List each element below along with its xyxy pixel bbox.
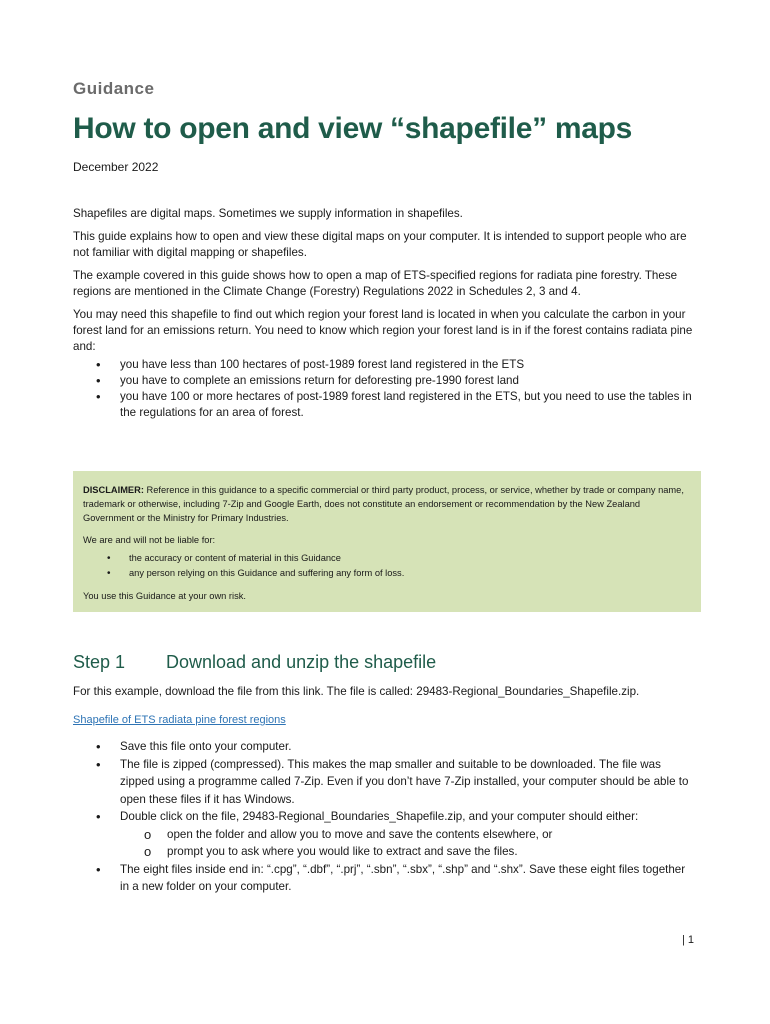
list-item — [120, 808, 697, 861]
intro-section — [73, 206, 697, 421]
disclaimer-text — [83, 483, 691, 525]
disclaimer-box — [73, 471, 701, 612]
liability-intro: We are and will not be liable for: — [83, 535, 216, 545]
intro-paragraph: This guide explains how to open and view these digital maps on your computer. It is intended to support people who are not familiar with digital mapping or shapefiles. — [73, 230, 687, 259]
list-item: • the accuracy or content of material in this Guidance — [129, 551, 691, 566]
shapefile-download-link[interactable]: Shapefile of ETS radiata pine forest regions — [73, 714, 286, 726]
publication-date: December 2022 — [73, 160, 159, 174]
list-item-text: Double click on the file, 29483-Regional_Boundaries_Shapefile.zip, and your computer should either: — [120, 810, 639, 823]
eyebrow-label: Guidance — [73, 79, 155, 98]
step-heading — [73, 652, 701, 676]
disclaimer-body: Reference in this guidance to a specific commercial or third party product, process, or service, whether by trade or company name, trademark or otherwise, including 7-Zip and Google Earth, does not constitute an endorsement or recommendation by the New Zealand Government or the Ministry for Primary Industries. — [83, 485, 684, 523]
step-intro: For this example, download the file from this link. The file is called: 29483-Regional_Boundaries_Shapefile.zip. — [73, 685, 640, 698]
list-item: • you have less than 100 hectares of post-1989 forest land registered in the ETS — [120, 357, 697, 373]
sub-list — [120, 826, 697, 861]
criteria-list — [73, 357, 697, 421]
list-item: • any person relying on this Guidance and suffering any form of loss. — [129, 566, 691, 581]
intro-paragraph: You may need this shapefile to find out which region your forest land is located in when you calculate the carbon in your forest land for an emissions return. You need to know which region your forest land is in if the forest contains radiata pine and: — [73, 308, 693, 353]
page-number: | 1 — [682, 934, 695, 946]
list-item: • The eight files inside end in: “.cpg”, “.dbf”, “.prj”, “.sbn”, “.sbx”, “.shp” and “.shx”. Save these eight files together in a new folder on your computer. — [120, 861, 697, 896]
disclaimer-closing: You use this Guidance at your own risk. — [83, 591, 246, 601]
step-title: Download and unzip the shapefile — [166, 652, 437, 672]
disclaimer-label: DISCLAIMER: — [83, 485, 144, 495]
step-number: Step 1 — [73, 652, 126, 672]
list-item: • you have to complete an emissions return for deforesting pre-1990 forest land — [120, 373, 697, 389]
list-item: • Save this file onto your computer. — [120, 738, 697, 756]
list-item: • you have 100 or more hectares of post-1989 forest land registered in the ETS, but you need to use the tables in the regulations for an area of forest. — [120, 389, 697, 421]
sub-list-item: o prompt you to ask where you would like to extract and save the files. — [167, 843, 697, 861]
intro-paragraph: The example covered in this guide shows how to open a map of ETS-specified regions for radiata pine forestry. These regions are mentioned in the Climate Change (Forestry) Regulations 2022 in Schedules 2, 3 and 4. — [73, 269, 678, 298]
step-list — [73, 738, 697, 896]
step-body — [73, 684, 697, 896]
liability-list — [83, 551, 691, 581]
sub-list-item: o open the folder and allow you to move and save the contents elsewhere, or — [167, 826, 697, 844]
list-item: • The file is zipped (compressed). This makes the map smaller and suitable to be downloaded. The file was zipped using a programme called 7-Zip. Even if you don’t have 7-Zip installed, your computer should be able to open these files if it has Windows. — [120, 756, 697, 809]
page-title: How to open and view “shapefile” maps — [73, 112, 633, 145]
intro-paragraph: Shapefiles are digital maps. Sometimes we supply information in shapefiles. — [73, 207, 463, 220]
